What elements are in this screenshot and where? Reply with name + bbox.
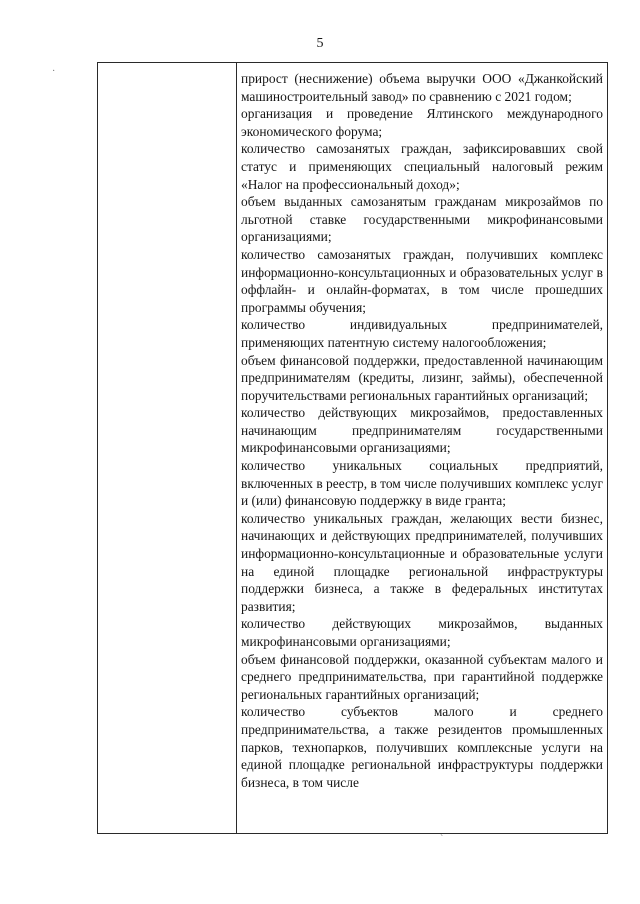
table-row bbox=[98, 63, 608, 834]
indicator-item: организация и проведение Ялтинского международного экономического форума; bbox=[241, 106, 603, 139]
indicator-item: количество уникальных граждан, желающих вести бизнес, начинающих и действующих предпринимателей, получивших информационно-консультационные и образовательные услуги на единой площадке региональной инфраструктуры поддержки бизнеса, а также в федеральных институтах развития; bbox=[241, 510, 603, 614]
indicator-table bbox=[97, 62, 608, 834]
indicator-item: количество уникальных социальных предприятий, включенных в реестр, в том числе получивших комплекс услуг и (или) финансовую поддержку в виде гранта; bbox=[241, 458, 603, 509]
indicator-item: объем финансовой поддержки, предоставленной начинающим предпринимателям (кредиты, лизинг, займы), обеспеченной поручительствами региональных гарантийных организаций; bbox=[241, 352, 603, 403]
indicator-item: количество индивидуальных предпринимателей, применяющих патентную систему налогообложения; bbox=[241, 317, 603, 350]
indicator-item: объем финансовой поддержки, оказанной субъектам малого и среднего предпринимательства, при гарантийной поддержке региональных гарантийных организаций; bbox=[241, 651, 603, 702]
page-number: 5 bbox=[316, 36, 324, 51]
indicators-cell bbox=[237, 63, 608, 834]
indicator-item: количество самозанятых граждан, получивших комплекс информационно-консультационных и образовательных услуг в оффлайн- и онлайн-форматах, в том числе прошедших программы обучения; bbox=[241, 246, 603, 315]
scan-speck: · bbox=[52, 66, 56, 77]
scan-speck: ` bbox=[440, 834, 444, 845]
indicator-item: количество действующих микрозаймов, выданных микрофинансовыми организациями; bbox=[241, 616, 603, 649]
indicator-item: количество самозанятых граждан, зафиксировавших свой статус и применяющих специальный налоговый режим «Налог на профессиональный доход»; bbox=[241, 141, 603, 192]
left-cell-empty bbox=[98, 63, 237, 834]
indicator-item: объем выданных самозанятым гражданам микрозаймов по льготной ставке государственными микрофинансовыми организациями; bbox=[241, 194, 603, 245]
indicator-item: прирост (неснижение) объема выручки ООО «Джанкойский машиностроительный завод» по сравнению с 2021 годом; bbox=[241, 71, 603, 104]
indicator-item: количество действующих микрозаймов, предоставленных начинающим предпринимателям государственными микрофинансовыми организациями; bbox=[241, 405, 603, 456]
indicator-item: количество субъектов малого и среднего предпринимательства, а также резидентов промышленных парков, технопарков, получивших комплексные услуги на единой площадке региональной инфраструктуры поддержки бизнеса, в том числе bbox=[241, 704, 603, 790]
